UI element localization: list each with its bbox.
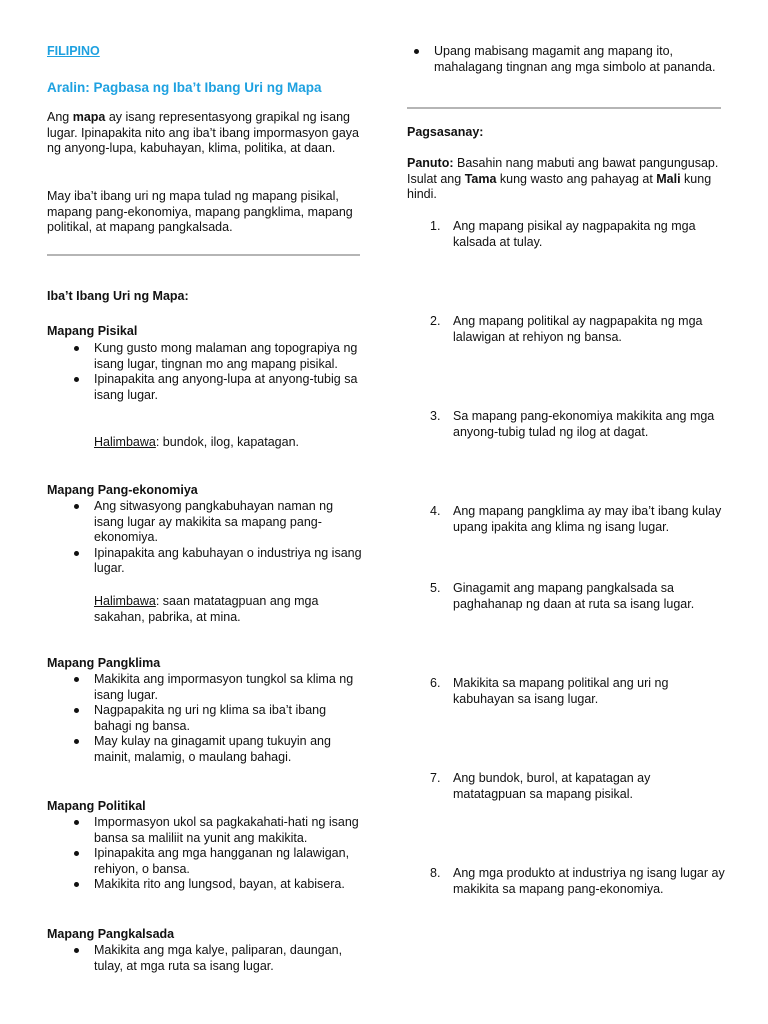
map-type-title-politikal: Mapang Politikal — [47, 799, 146, 813]
list-item: Makikita rito ang lungsod, bayan, at kabisera. — [47, 877, 365, 893]
list-item: Ipinapakita ang anyong-lupa at anyong-tubig sa isang lugar. — [47, 372, 365, 403]
section-divider — [407, 107, 721, 109]
list-item: Ipinapakita ang mga hangganan ng lalawigan, rehiyon, o bansa. — [47, 846, 365, 877]
exercise-heading: Pagsasanay: — [407, 125, 484, 139]
bullet-list-pangklima — [47, 672, 365, 766]
lesson-title: Aralin: Pagbasa ng Iba’t Ibang Uri ng Mapa — [47, 80, 322, 95]
exercise-item: 6. Makikita sa mapang politikal ang uri ng kabuhayan sa isang lugar. — [430, 676, 669, 706]
example-pisikal: Halimbawa: bundok, ilog, kapatagan. — [94, 435, 300, 449]
exercise-item: 5. Ginagamit ang mapang pangkalsada sa paghahanap ng daan at ruta sa isang lugar. — [430, 581, 695, 611]
list-item: Upang mabisang magamit ang mapang ito, mahalagang tingnan ang mga simbolo at pananda. — [387, 44, 725, 75]
exercise-item: 4. Ang mapang pangklima ay may iba’t ibang kulay upang ipakita ang klima ng isang lugar. — [430, 504, 722, 534]
exercise-item: 3. Sa mapang pang-ekonomiya makikita ang mga anyong-tubig tulad ng ilog at dagat. — [430, 409, 715, 439]
list-item: Ang sitwasyong pangkabuhayan naman ng isang lugar ay makikita sa mapang pang-ekonomiya. — [47, 499, 365, 546]
map-type-title-pang-ekonomiya: Mapang Pang-ekonomiya — [47, 483, 198, 497]
bullet-list-pisikal — [47, 341, 365, 403]
bullet-icon — [74, 882, 79, 887]
exercise-item: 7. Ang bundok, burol, at kapatagan ay matatagpuan sa mapang pisikal. — [430, 771, 651, 801]
bullet-icon — [74, 708, 79, 713]
list-item: Ipinapakita ang kabuhayan o industriya ng isang lugar. — [47, 546, 365, 577]
bullet-icon — [74, 346, 79, 351]
types-heading: Iba’t Ibang Uri ng Mapa: — [47, 289, 189, 303]
bullet-list-pangkalsada-cont — [387, 44, 725, 75]
list-item: Nagpapakita ng uri ng klima sa iba’t ibang bahagi ng bansa. — [47, 703, 365, 734]
list-item: Makikita ang mga kalye, paliparan, daungan, tulay, at mga ruta sa isang lugar. — [47, 943, 365, 974]
exercise-item: 2. Ang mapang politikal ay nagpapakita ng mga lalawigan at rehiyon ng bansa. — [430, 314, 703, 344]
section-divider — [47, 254, 360, 256]
map-type-title-pangkalsada: Mapang Pangkalsada — [47, 927, 175, 941]
bullet-icon — [74, 677, 79, 682]
bullet-icon — [74, 504, 79, 509]
map-type-title-pangklima: Mapang Pangklima — [47, 656, 161, 670]
bullet-icon — [74, 948, 79, 953]
bullet-icon — [74, 820, 79, 825]
bullet-list-politikal — [47, 815, 365, 893]
exercise-instructions: Panuto: Basahin nang mabuti ang bawat pangungusap. Isulat ang Tama kung wasto ang pahayag at Mali kung hindi. — [407, 156, 719, 202]
bullet-icon — [74, 377, 79, 382]
subject-label: FILIPINO — [47, 44, 100, 58]
bullet-icon — [74, 851, 79, 856]
bullet-icon — [414, 49, 419, 54]
map-type-title-pisikal: Mapang Pisikal — [47, 324, 138, 338]
exercise-item: 8. Ang mga produkto at industriya ng isang lugar ay makikita sa mapang pang-ekonomiya. — [430, 866, 725, 896]
list-item: May kulay na ginagamit upang tukuyin ang mainit, malamig, o maulang bahagi. — [47, 734, 365, 765]
list-item: Makikita ang impormasyon tungkol sa klima ng isang lugar. — [47, 672, 365, 703]
bullet-list-pang-ekonomiya — [47, 499, 365, 577]
list-item: Kung gusto mong malaman ang topograpiya ng isang lugar, tingnan mo ang mapang pisikal. — [47, 341, 365, 372]
exercise-item: 1. Ang mapang pisikal ay nagpapakita ng mga kalsada at tulay. — [430, 219, 696, 249]
term-mapa: mapa — [72, 110, 106, 124]
list-item: Impormasyon ukol sa pagkakahati-hati ng isang bansa sa maliliit na yunit ang makikita. — [47, 815, 365, 846]
example-pang-ekonomiya: Halimbawa: saan matatagpuan ang mga sakahan, pabrika, at mina. — [94, 594, 319, 624]
bullet-icon — [74, 551, 79, 556]
bullet-list-pangkalsada — [47, 943, 365, 974]
bullet-icon — [74, 739, 79, 744]
intro-paragraph: Ang mapa ay isang representasyong grapikal ng isang lugar. Ipinapakita nito ang iba’t ibang impormasyon gaya ng anyong-lupa, kabuhayan, klima, politika, at daan. — [47, 110, 360, 156]
intro-paragraph-types: May iba’t ibang uri ng mapa tulad ng mapang pisikal, mapang pang-ekonomiya, mapang pangklima, mapang politikal, at mapang pangkalsada. — [47, 189, 353, 235]
